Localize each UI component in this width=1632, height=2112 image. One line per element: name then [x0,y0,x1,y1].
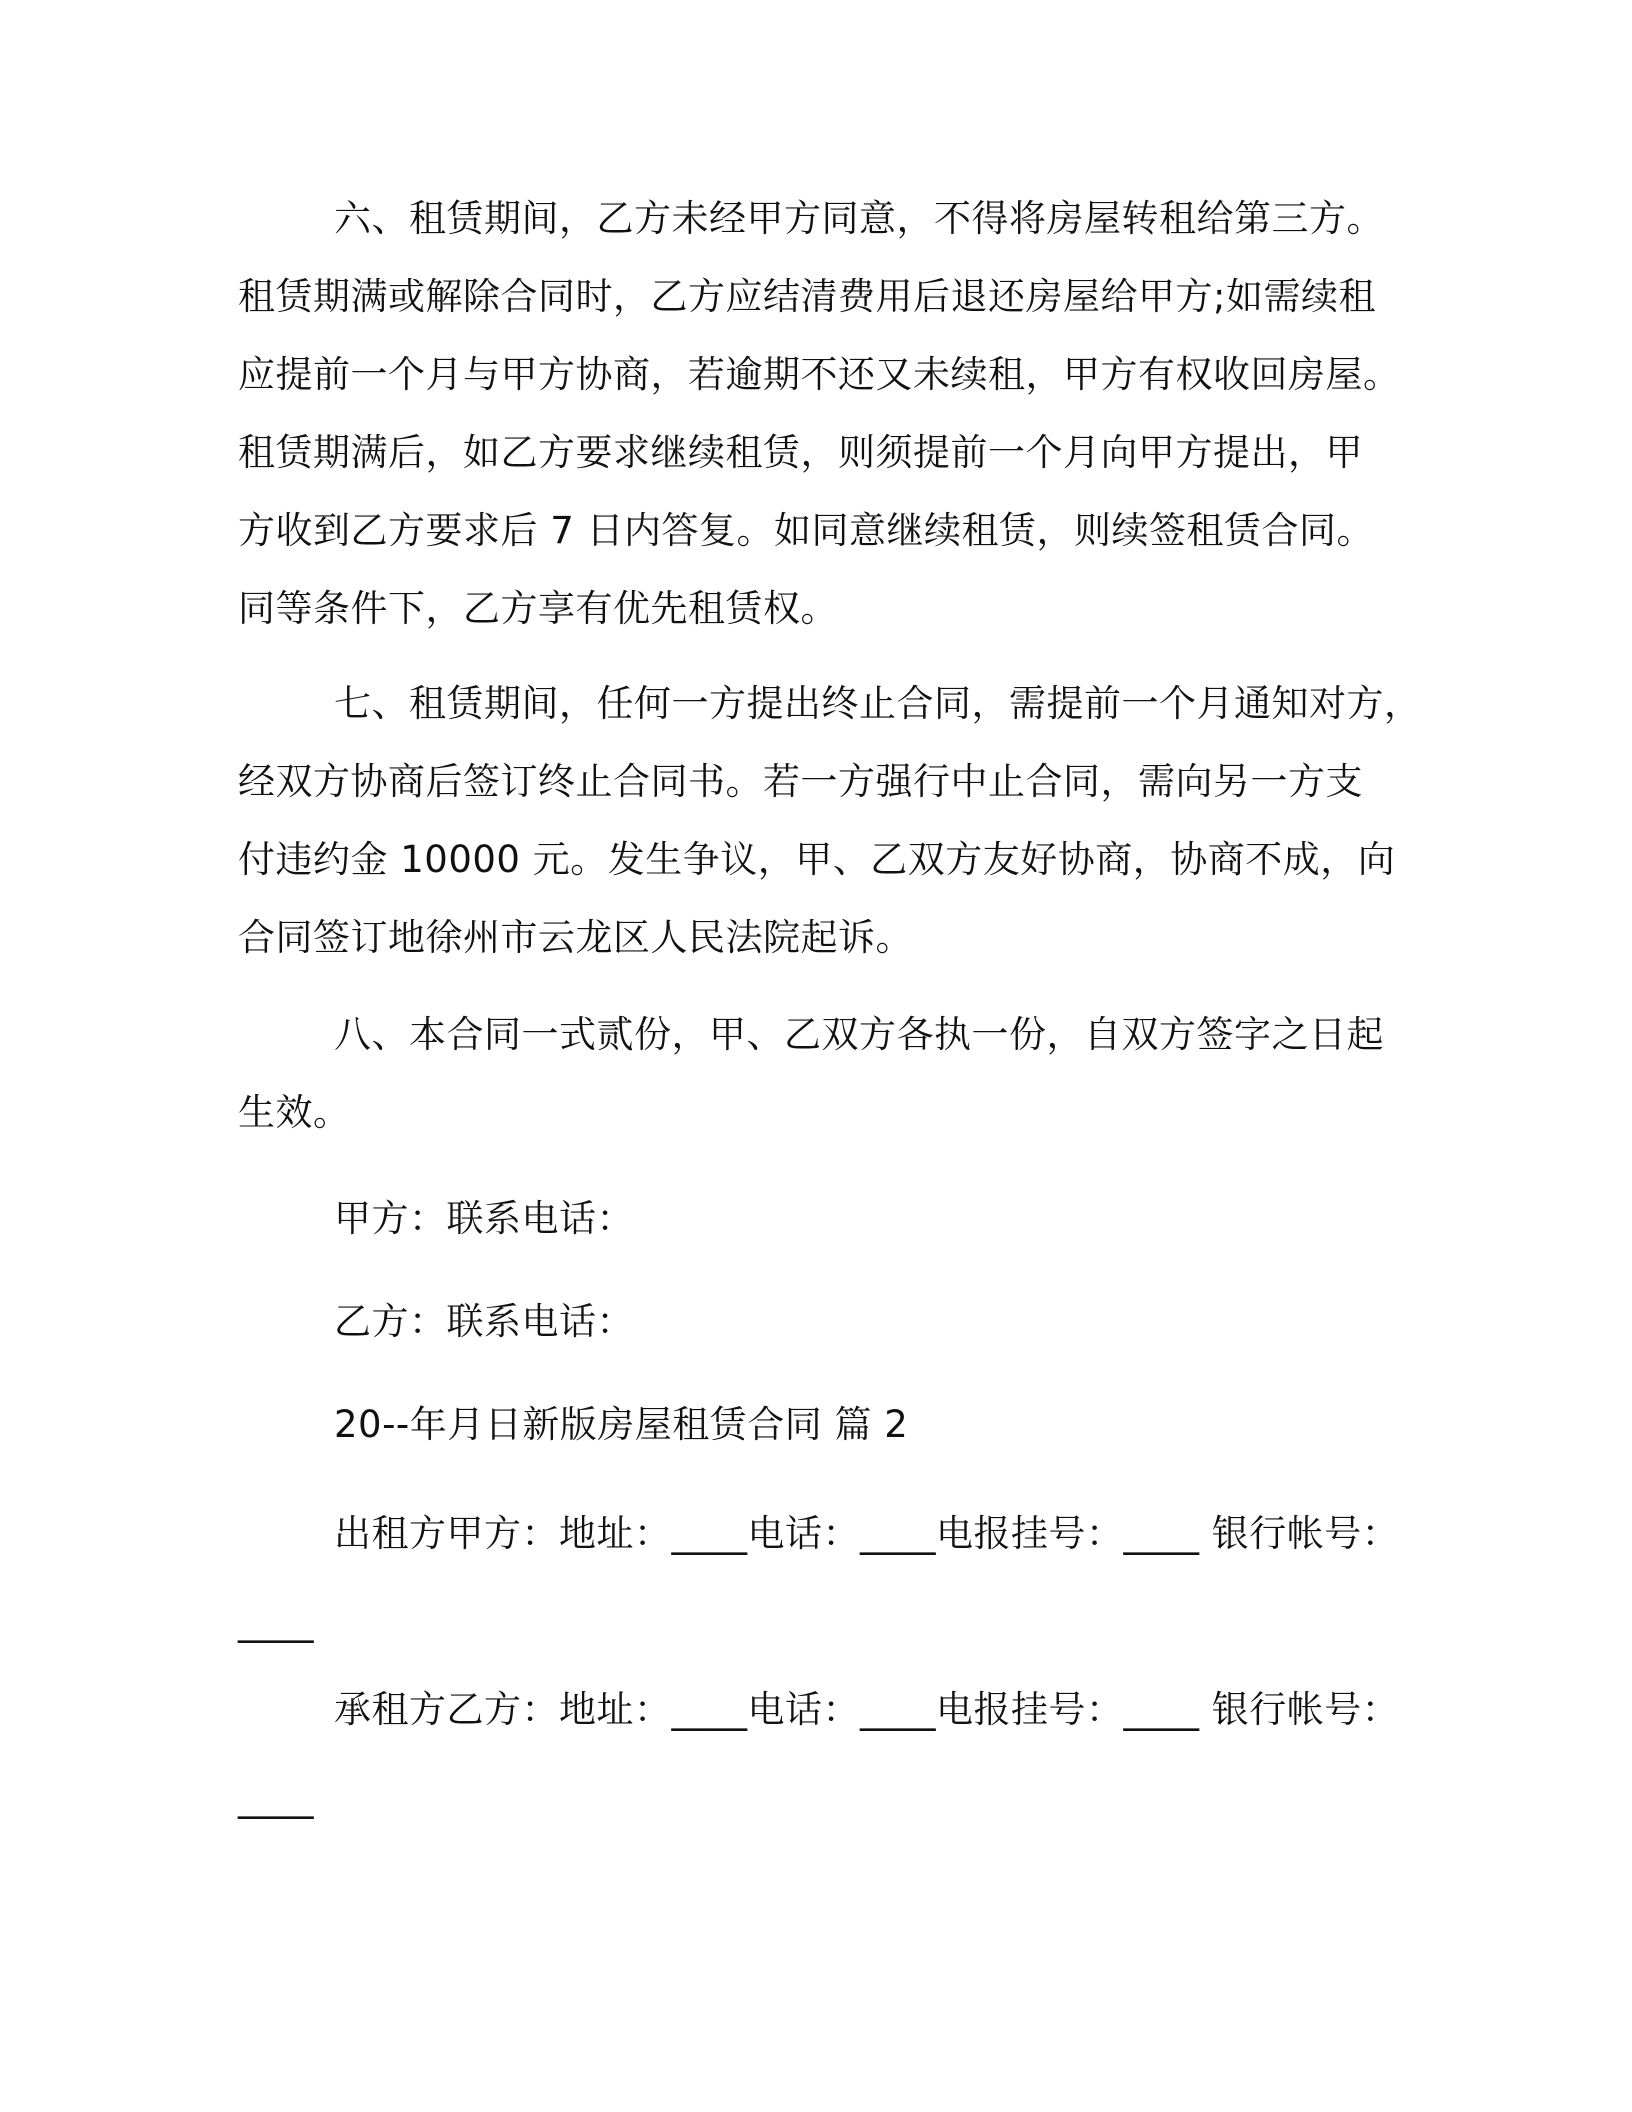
clause-6-line-4: 租赁期满后，如乙方要求继续租赁，则须提前一个月向甲方提出，甲 [238,431,1363,474]
lessor-paragraph [238,1490,1408,1666]
clause-6-paragraph [238,180,1408,648]
clause-7-paragraph [238,665,1422,977]
lessor-line-2: ____ [238,1600,314,1643]
section-title-2 [238,1386,1408,1464]
clause-8-paragraph [238,996,1408,1152]
clause-8-line-2: 生效。 [238,1091,351,1134]
lessee-line-2: ____ [238,1776,314,1819]
clause-7-line-3: 付违约金 10000 元。发生争议，甲、乙双方友好协商，协商不成，向 [238,838,1396,881]
clause-7-line-1: 七、租赁期间，任何一方提出终止合同，需提前一个月通知对方， [334,682,1422,725]
clause-6-line-2: 租赁期满或解除合同时，乙方应结清费用后退还房屋给甲方;如需续租 [238,275,1376,318]
lessor-line-1: 出租方甲方：地址：____电话：____电报挂号：____ 银行帐号： [334,1512,1400,1555]
lessee-line-1: 承租方乙方：地址：____电话：____电报挂号：____ 银行帐号： [334,1688,1400,1731]
clause-6-line-6: 同等条件下，乙方享有优先租赁权。 [238,587,838,630]
party-a-contact: 甲方：联系电话： [334,1197,634,1240]
clause-8-line-1: 八、本合同一式贰份，甲、乙双方各执一份，自双方签字之日起 [334,1013,1384,1056]
clause-7-line-2: 经双方协商后签订终止合同书。若一方强行中止合同，需向另一方支 [238,760,1363,803]
lessee-paragraph [238,1666,1408,1842]
contract-title-2: 20--年月日新版房屋租赁合同 篇 2 [334,1403,909,1446]
clause-6-line-5: 方收到乙方要求后 7 日内答复。如同意继续租赁，则续签租赁合同。 [238,509,1375,552]
clause-6-line-1: 六、租赁期间，乙方未经甲方同意，不得将房屋转租给第三方。 [334,197,1384,240]
party-b-contact: 乙方：联系电话： [334,1300,634,1343]
party-b-line [238,1283,1408,1361]
party-a-line [238,1180,1408,1258]
clause-6-line-3: 应提前一个月与甲方协商，若逾期不还又未续租，甲方有权收回房屋。 [238,353,1401,396]
clause-7-line-4: 合同签订地徐州市云龙区人民法院起诉。 [238,916,913,959]
